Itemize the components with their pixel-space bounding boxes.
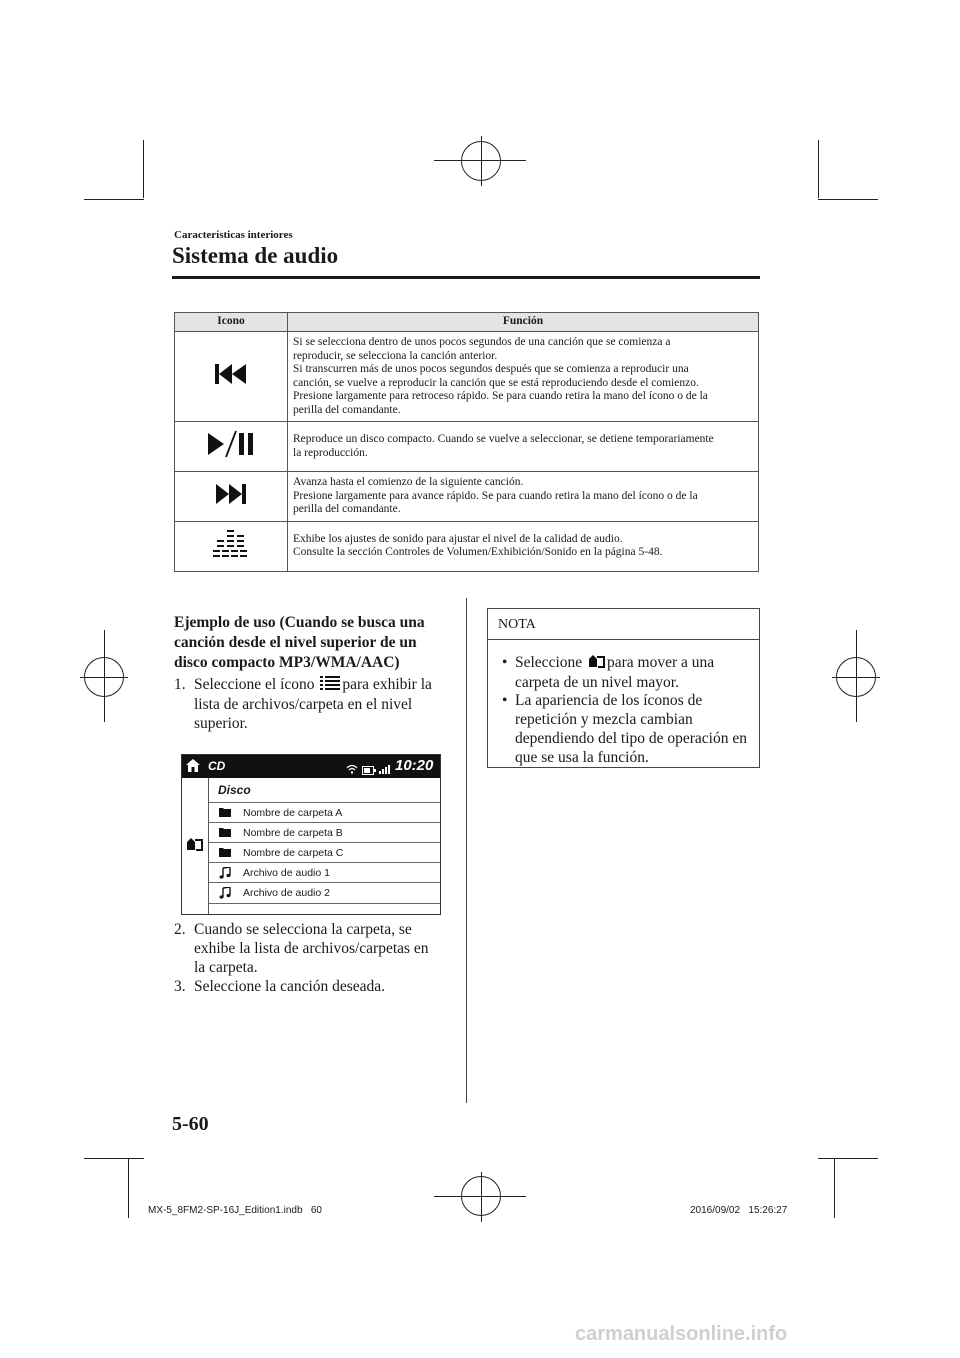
note-bullet-1: Seleccione para mover a una carpeta de un nivel mayor. [515, 654, 715, 691]
list-item[interactable]: Archivo de audio 2 [209, 882, 440, 904]
list-icon [320, 676, 340, 695]
clock: 10:20 [395, 757, 434, 774]
list-item[interactable]: Nombre de carpeta C [209, 842, 440, 863]
table-header-icon: Icono [175, 313, 288, 332]
column-divider [466, 598, 467, 1103]
music-note-icon [219, 867, 231, 882]
battery-icon [362, 762, 376, 780]
folder-icon [219, 827, 231, 840]
list-item[interactable]: Nombre de carpeta B [209, 822, 440, 843]
table-header-function: Función [288, 313, 759, 332]
wifi-icon [346, 761, 358, 779]
play-pause-icon [175, 422, 288, 472]
title-rule [172, 276, 760, 279]
function-table [174, 312, 759, 572]
screen-side-panel [182, 778, 209, 914]
table-cell-description: Si se selecciona dentro de unos pocos segundos de una canción que se comienza a reproducir, se selecciona la canción anterior. Si transcurren más de unos pocos segundos después que se comienza a reproducir una canción, se vuelve a reproducir la canción que se está reproduciendo desde el comienzo. Presione largamente para retroceso rápido. Se para cuando retira la mano del ícono o de la perilla del comandante. [288, 332, 759, 422]
cd-screen [181, 754, 441, 915]
screen-top-bar [182, 755, 440, 778]
footer-file: MX-5_8FM2-SP-16J_Edition1.indb 60 [148, 1205, 322, 1216]
folder-title: Disco [218, 783, 251, 797]
list-item[interactable]: Archivo de audio 1 [209, 862, 440, 883]
example-heading: Ejemplo de uso (Cuando se busca una canción desde el nivel superior de un disco compacto MP3/WMA/AAC) [174, 614, 425, 671]
folder-up-icon[interactable] [186, 836, 203, 856]
signal-icon [379, 761, 391, 779]
list-item[interactable]: Nombre de carpeta A [209, 802, 440, 823]
source-label: CD [208, 759, 226, 773]
folder-icon [219, 807, 231, 820]
folder-up-icon [588, 653, 605, 673]
music-note-icon [219, 887, 231, 902]
skip-forward-icon [175, 472, 288, 522]
page-number: 5-60 [172, 1113, 209, 1135]
skip-back-icon [175, 332, 288, 422]
table-row [175, 521, 759, 571]
note-box: NOTA • Seleccione para mover a una carpeta de un nivel mayor. • La apariencia de los íconos de repetición y mezcla cambian dependiendo del tipo de operación en que se usa la función. [487, 608, 760, 768]
footer-timestamp: 2016/09/02 15:26:27 [690, 1205, 788, 1216]
table-header-row [175, 313, 759, 332]
note-header: NOTA [488, 609, 759, 640]
folder-icon [219, 847, 231, 860]
table-row [175, 332, 759, 422]
section-label: Características interiores [174, 229, 293, 241]
note-bullet-2: La apariencia de los íconos de repetición y mezcla cambian dependiendo del tipo de operación en que se usa la función. [515, 692, 747, 766]
table-cell-description: Avanza hasta el comienzo de la siguiente canción. Presione largamente para avance rápido. Se para cuando retira la mano del ícono o de la perilla del comandante. [288, 472, 759, 522]
table-cell-description: Reproduce un disco compacto. Cuando se vuelve a seleccionar, se detiene temporariamente la reproducción. [288, 422, 759, 472]
equalizer-icon [175, 521, 288, 571]
home-icon[interactable] [186, 759, 200, 778]
table-row [175, 472, 759, 522]
page-title: Sistema de audio [172, 243, 339, 268]
table-cell-description: Exhibe los ajustes de sonido para ajustar el nivel de la calidad de audio. Consulte la sección Controles de Volumen/Exhibición/Sonido en la página 5-48. [288, 521, 759, 571]
watermark: carmanualsonline.info [575, 1323, 788, 1345]
table-row [175, 422, 759, 472]
